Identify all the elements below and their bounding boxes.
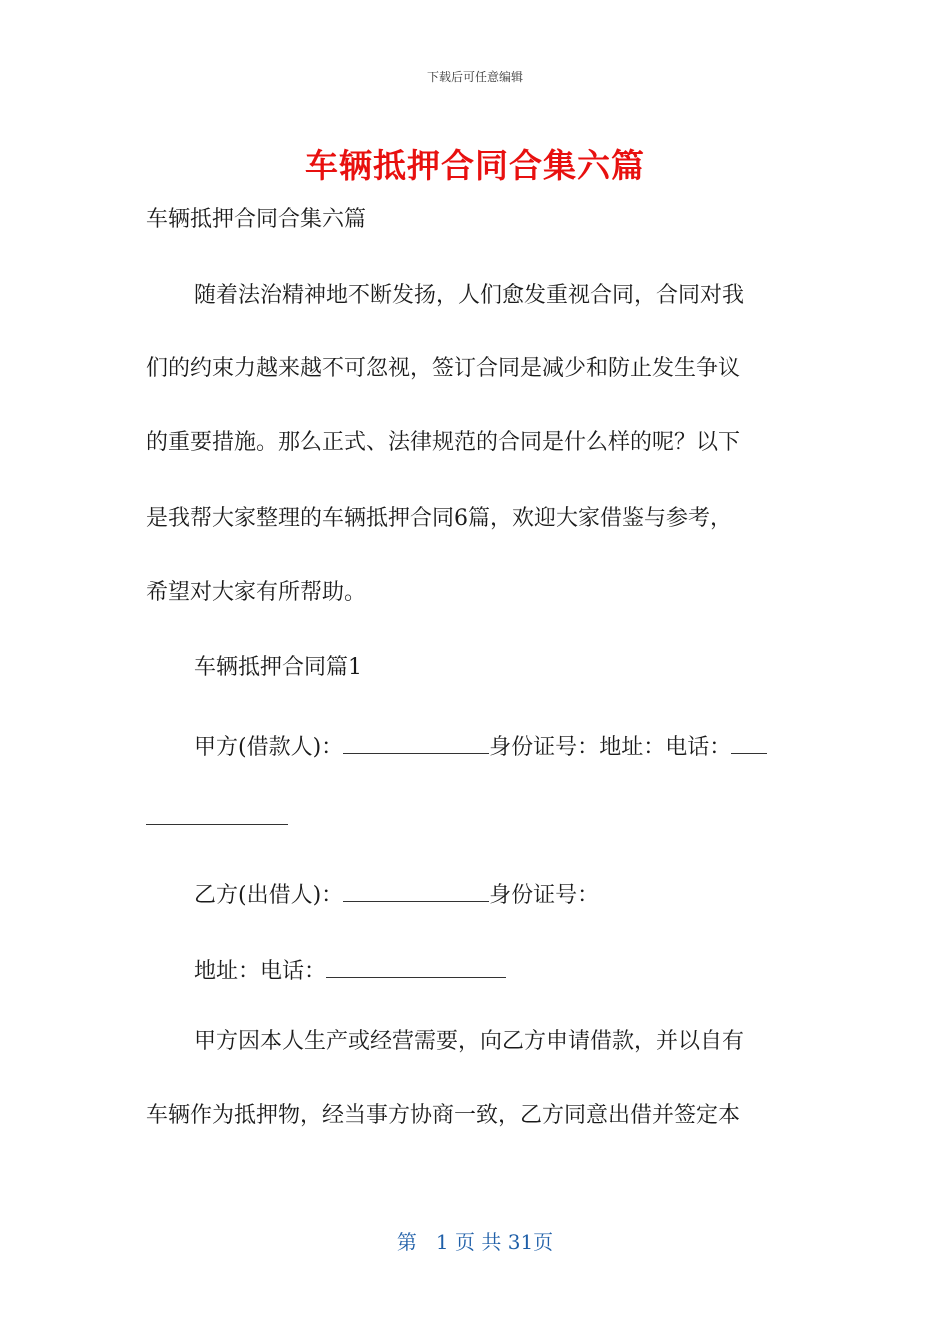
subtitle: 车辆抵押合同合集六篇 <box>146 207 367 232</box>
body-line-1: 甲方因本人生产或经营需要，向乙方申请借款，并以自有 <box>194 1029 745 1054</box>
party-a-phone-blank-continued <box>146 800 288 825</box>
section-heading: 车辆抵押合同篇1 <box>194 655 362 680</box>
party-b-line <box>194 877 599 911</box>
party-a-label: 甲方(借款人)： <box>194 735 344 760</box>
party-a-name-blank <box>343 729 489 754</box>
party-b-id-label: 身份证号： <box>489 883 600 908</box>
footer-page-number: 1 <box>435 1230 449 1254</box>
intro-line-4: 是我帮大家整理的车辆抵押合同6篇，欢迎大家借鉴与参考， <box>146 506 732 531</box>
party-a-id-label: 身份证号： <box>489 735 600 760</box>
document-title: 车辆抵押合同合集六篇 <box>305 146 645 185</box>
party-b-phone-blank <box>326 953 506 978</box>
party-a-phone-blank <box>731 729 767 754</box>
footer-total-pages: 31 <box>507 1230 534 1254</box>
intro-line-2: 们的约束力越来越不可忽视，签订合同是减少和防止发生争议 <box>146 356 741 381</box>
header-note: 下载后可任意编辑 <box>426 70 523 84</box>
page-footer <box>0 1226 950 1255</box>
party-a-address-label: 地址： <box>599 735 666 760</box>
party-b-address-label: 地址： <box>194 959 261 984</box>
footer-middle: 页 共 <box>455 1230 502 1254</box>
intro-line-1: 随着法治精神地不断发扬，人们愈发重视合同，合同对我 <box>194 283 745 308</box>
footer-suffix: 页 <box>533 1230 554 1254</box>
party-b-name-blank <box>343 877 489 902</box>
intro-line-5: 希望对大家有所帮助。 <box>146 580 367 605</box>
party-b-label: 乙方(出借人)： <box>194 883 344 908</box>
party-b-phone-label: 电话： <box>260 959 327 984</box>
body-line-2: 车辆作为抵押物，经当事方协商一致，乙方同意出借并签定本 <box>146 1103 741 1128</box>
party-a-continuation <box>146 800 288 834</box>
intro-line-3: 的重要措施。那么正式、法律规范的合同是什么样的呢？以下 <box>146 430 741 455</box>
footer-prefix: 第 <box>396 1230 417 1254</box>
party-a-line <box>194 729 767 763</box>
party-a-phone-label: 电话： <box>665 735 732 760</box>
party-b-contact-line <box>194 953 506 987</box>
